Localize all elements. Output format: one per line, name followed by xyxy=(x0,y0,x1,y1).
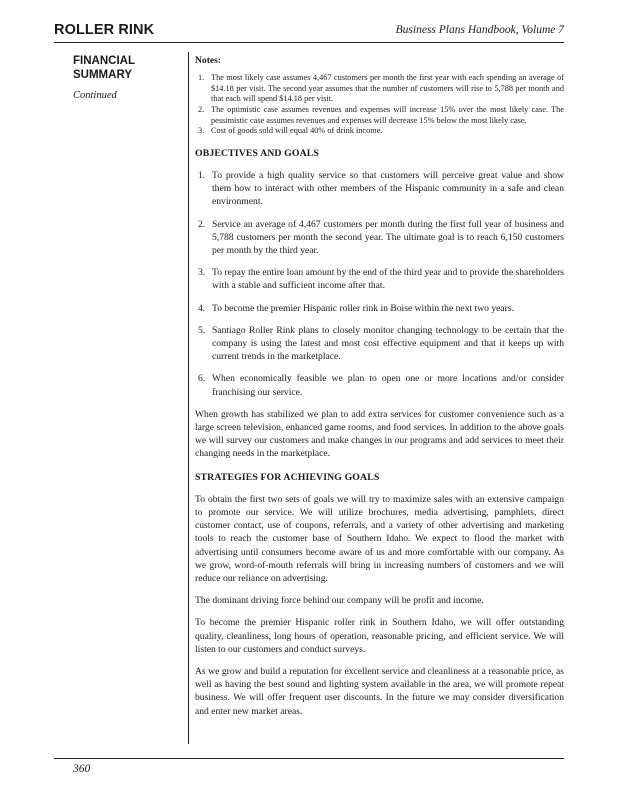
note-number: 2. xyxy=(198,104,205,114)
note-item xyxy=(195,105,564,126)
goal-number: 4. xyxy=(198,302,206,314)
goal-text: To repay the entire loan amount by the end of the third year and to provide the shareholders with a stable and sufficient income after that. xyxy=(212,267,564,292)
goal-item xyxy=(195,302,564,315)
goal-number: 2. xyxy=(198,218,206,230)
continued-label: Continued xyxy=(73,90,117,101)
strategy-paragraph: As we grow and build a reputation for excellent service and cleanliness at a reasonable price, as well as having the best sound and lighting system available in the area, we will promote repeat business. We will offer frequent user discounts. In the future we may consider diversification and enter new market areas. xyxy=(195,666,564,717)
strategy-paragraph: To obtain the first two sets of goals we will try to maximize sales with an extensive campaign to promote our service. We will utilize brochures, media advertising, pamphlets, direct customer contact, use of coupons, referrals, and a variety of other advertising and marketing tools to reach the customer base of Southern Idaho. We expect to flood the market with advertising until consumers become aware of us and more comfortable with our company. As we grow, word-of-mouth referrals will bring in increasing numbers of customers and we will reduce our reliance on advertising. xyxy=(195,493,564,585)
footer-divider xyxy=(54,758,564,759)
goal-number: 1. xyxy=(198,169,206,181)
goal-number: 5. xyxy=(198,324,206,336)
goal-text: To provide a high quality service so that customers will perceive great value and show them how to interact with other members of the Hispanic community in a safe and clean environment. xyxy=(212,169,564,208)
running-header xyxy=(54,22,564,40)
goal-text: Santiago Roller Rink plans to closely monitor changing technology to be certain that the company is using the latest and most cost effective equipment and that it keeps up with current trends in the marketplace. xyxy=(212,324,564,363)
goals-list xyxy=(195,169,564,399)
page-number: 360 xyxy=(73,763,91,775)
goal-text: Service an average of 4,467 customers per month during the first full year of business and 5,788 customers per month the second year. The ultimate goal is to reach 6,150 customers per month by the third year. xyxy=(212,218,564,256)
note-text: Cost of goods sold will equal 40% of drink income. xyxy=(211,126,383,136)
note-text: The most likely case assumes 4,467 customers per month the first year with each spending an average of $14.18 per visit. The second year assumes that the number of customers will rise to 5,788 per month and that each will spend $14.18 per visit. xyxy=(211,73,564,104)
note-item xyxy=(195,73,564,105)
goal-item xyxy=(195,372,564,398)
goal-number: 3. xyxy=(198,267,206,279)
goal-number: 6. xyxy=(198,373,206,385)
note-item xyxy=(195,126,564,137)
strategy-paragraph: The dominant driving force behind our company will be profit and income. xyxy=(195,595,484,607)
goal-item xyxy=(195,324,564,364)
goal-item xyxy=(195,266,564,292)
column-divider xyxy=(188,52,189,744)
strategies-heading: STRATEGIES FOR ACHIEVING GOALS xyxy=(195,471,380,483)
sidebar xyxy=(73,54,178,101)
note-number: 3. xyxy=(198,126,205,136)
goal-item xyxy=(195,218,564,258)
goal-text: To become the premier Hispanic roller rink in Boise within the next two years. xyxy=(212,302,514,314)
notes-list xyxy=(195,73,564,137)
section-title: FINANCIAL SUMMARY xyxy=(73,55,135,81)
goal-item xyxy=(195,169,564,209)
goal-text: When economically feasible we plan to open one or more locations and/or consider franchising our service. xyxy=(212,373,564,398)
note-number: 1. xyxy=(198,73,205,83)
notes-title: Notes: xyxy=(195,55,222,66)
strategy-paragraph: To become the premier Hispanic roller rink in Southern Idaho, we will offer outstanding quality, cleanliness, long hours of operation, reasonable pricing, and efficient service. We will listen to our customers and conduct surveys. xyxy=(195,617,564,655)
book-title: Business Plans Handbook, Volume 7 xyxy=(395,24,564,36)
running-title: ROLLER RINK xyxy=(54,22,155,38)
objectives-heading: OBJECTIVES AND GOALS xyxy=(195,147,319,159)
main-content xyxy=(195,54,564,727)
note-text: The optimistic case assumes revenues and expenses will increase 15% over the most likely case. The pessimistic case assumes revenues and expenses will decrease 15% below the most likely case. xyxy=(211,104,564,125)
header-divider xyxy=(54,42,564,43)
objectives-closing-paragraph: When growth has stabilized we plan to add extra services for customer convenience such as a large screen television, enhanced game rooms, and food services. In addition to the above goals we will survey our customers and make changes in our programs and add services to meet their changing needs in the marketplace. xyxy=(195,408,564,460)
